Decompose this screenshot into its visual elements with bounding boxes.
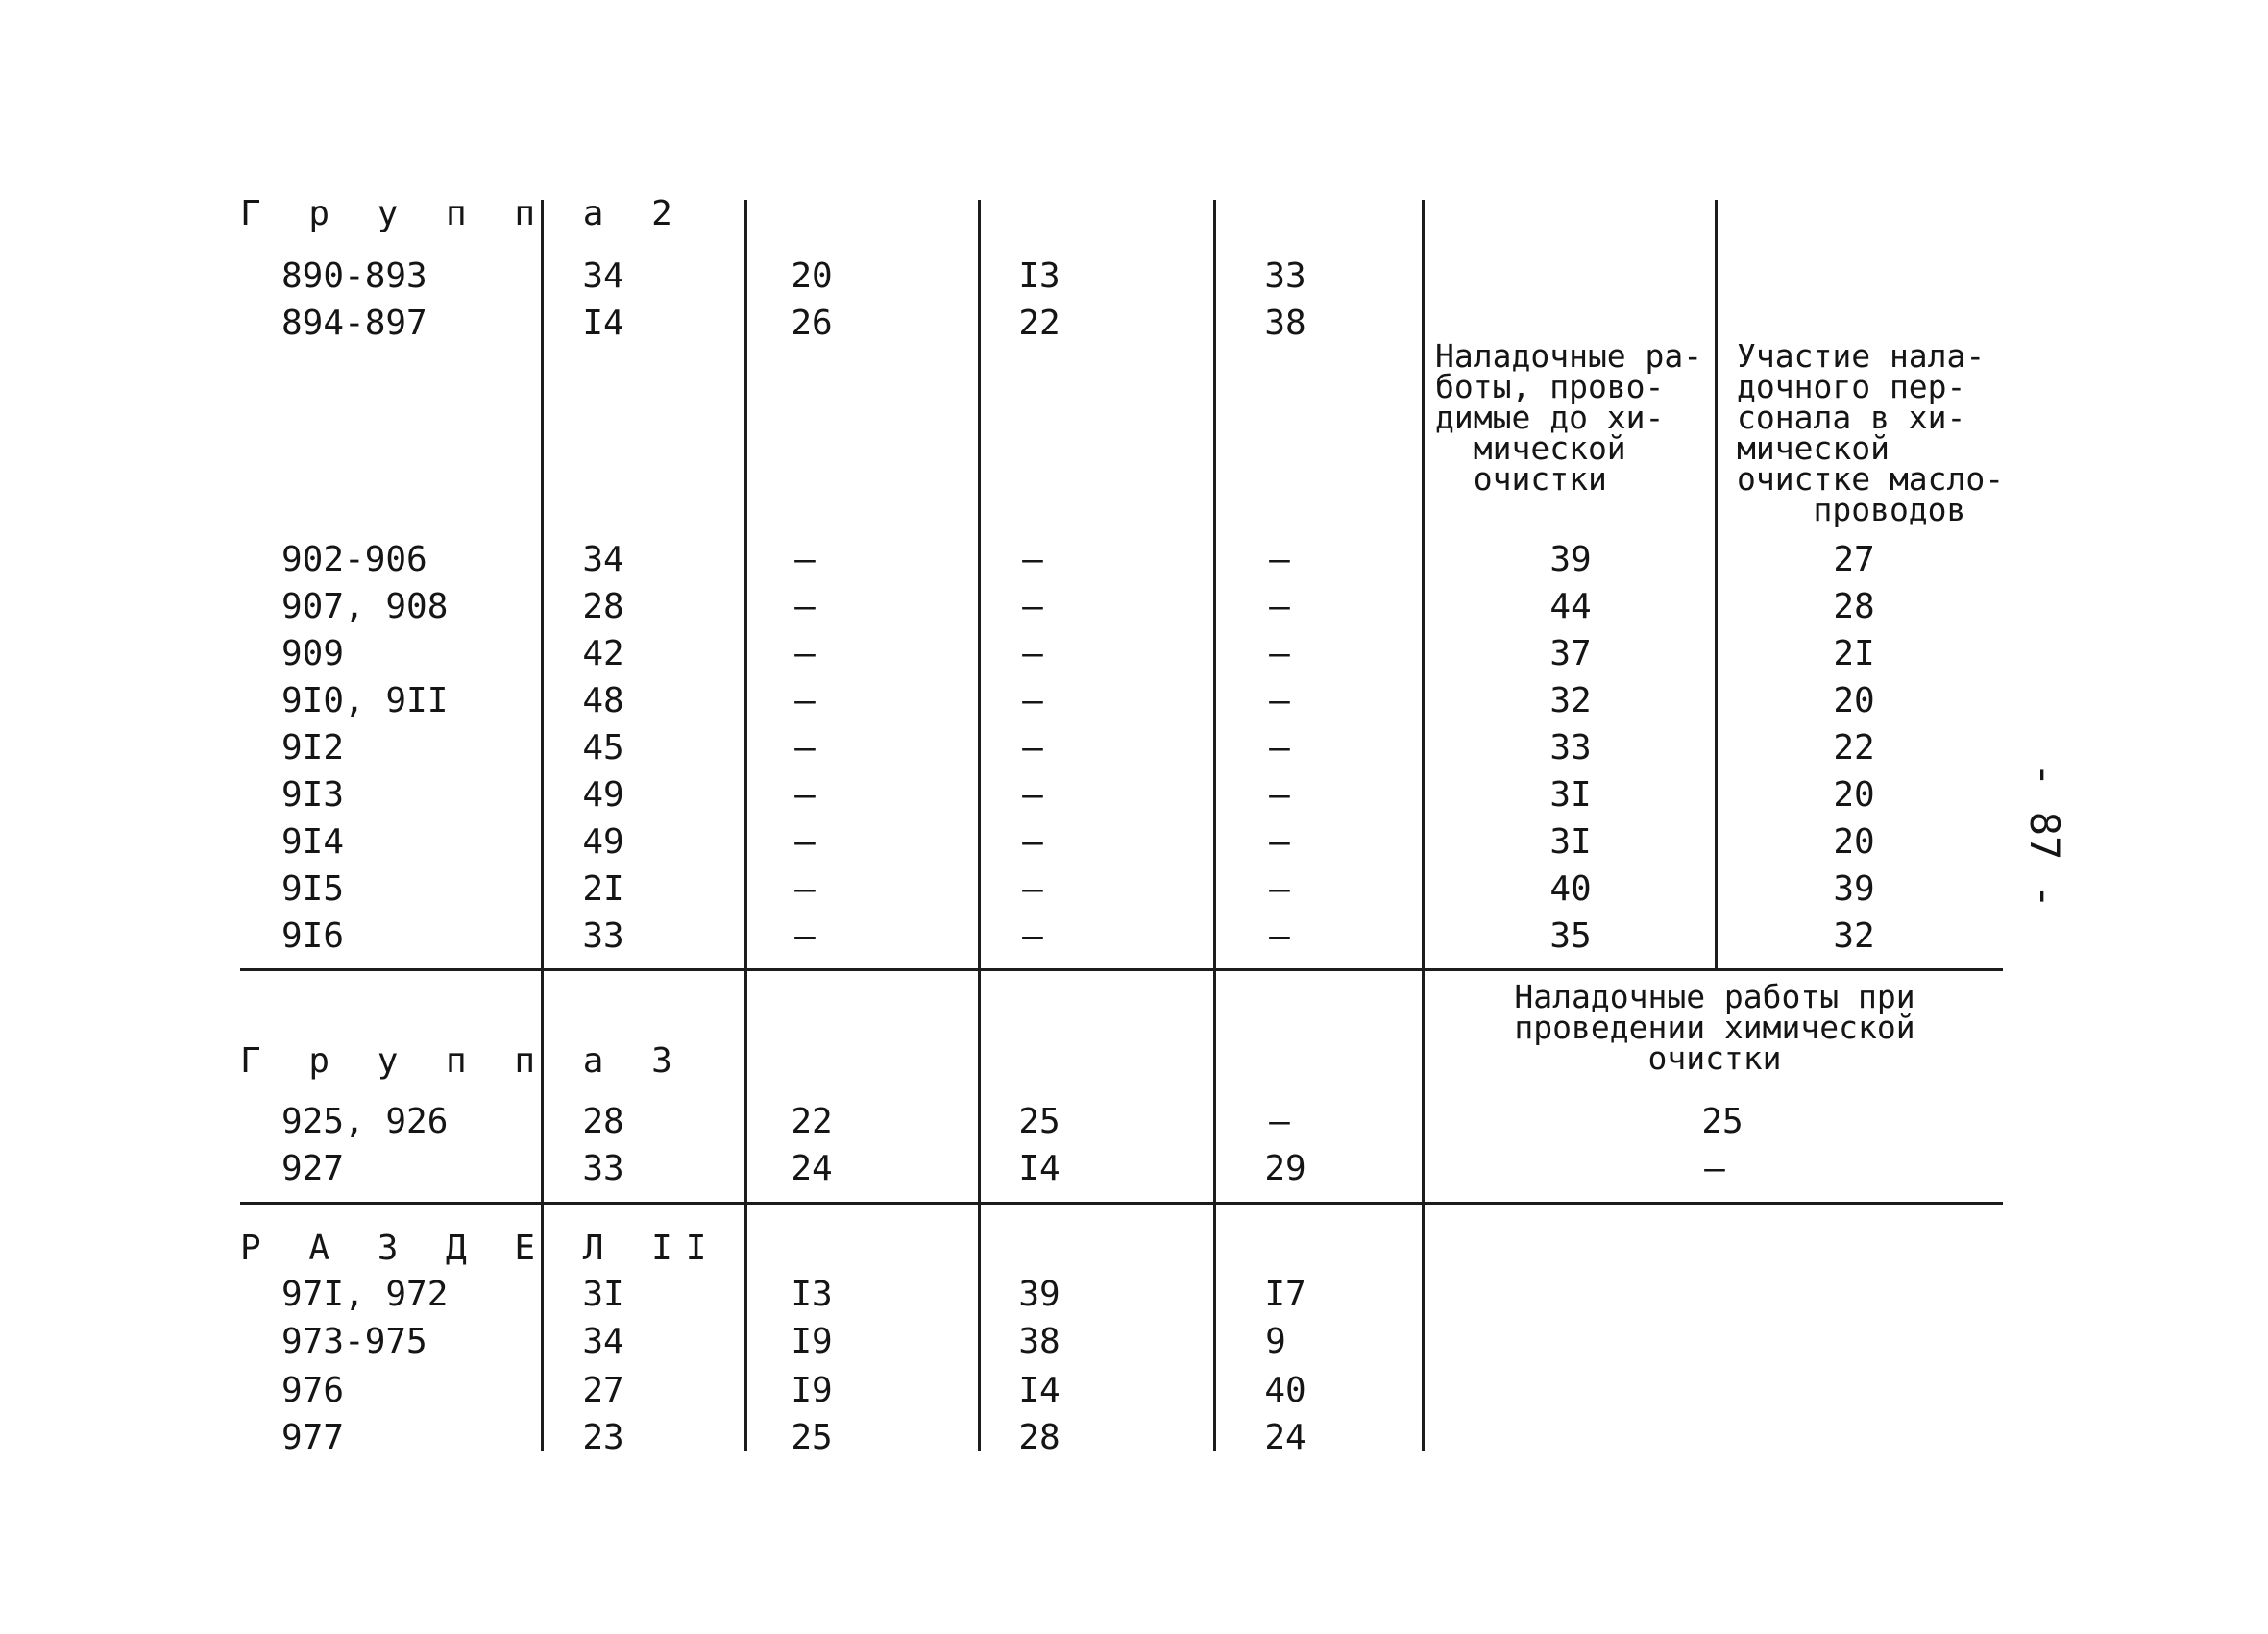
row-code: 973-975 [281,1322,427,1361]
cell-value: 2I [1833,634,1875,673]
cell-value: – [1269,822,1290,862]
cell-value: – [1022,634,1043,673]
column-divider [1715,200,1718,970]
group-title: Г р у п п а 2 [240,194,686,233]
column-header-preliminary-works: Наладочные ра- боты, прово- димые до хи- мической очистки [1435,337,1703,498]
cell-value: – [1704,1149,1725,1188]
cell-value: 39 [1018,1275,1061,1314]
cell-value: 35 [1549,916,1592,956]
cell-value: 28 [582,587,624,626]
cell-value: 26 [791,304,833,343]
cell-value: 44 [1549,587,1592,626]
cell-value: 34 [582,256,624,296]
cell-value: – [1022,728,1043,768]
cell-value: 3I [582,1275,624,1314]
row-code: 9I5 [281,869,345,909]
column-header-chemical-cleaning-works: Наладочные работы при проведении химической очистки [1514,978,1915,1077]
cell-value: – [794,728,816,768]
cell-value: – [1269,587,1290,626]
cell-value: 33 [582,1149,624,1188]
cell-value: I9 [791,1371,833,1410]
cell-value: 27 [1833,540,1875,579]
cell-value: 25 [1018,1102,1061,1141]
cell-value: 9 [1265,1322,1286,1361]
cell-value: – [794,775,816,815]
cell-value: – [1269,634,1290,673]
cell-value: – [794,540,816,579]
cell-value: 24 [1264,1418,1306,1457]
column-divider [1213,200,1216,1451]
cell-value: 22 [1018,304,1061,343]
cell-value: 34 [582,540,624,579]
cell-value: 40 [1549,869,1592,909]
cell-value: 40 [1264,1371,1306,1410]
cell-value: 42 [582,634,624,673]
cell-value: I3 [791,1275,833,1314]
row-code: 890-893 [281,256,427,296]
column-divider [744,200,747,1451]
cell-value: – [794,587,816,626]
row-code: 894-897 [281,304,427,343]
cell-value: – [794,869,816,909]
row-code: 976 [281,1371,345,1410]
cell-value: – [1269,869,1290,909]
cell-value: 2I [582,869,624,909]
cell-value: 48 [582,681,624,720]
cell-value: – [1022,540,1043,579]
cell-value: 22 [791,1102,833,1141]
cell-value: 28 [582,1102,624,1141]
cell-value: 49 [582,822,624,862]
cell-value: 20 [1833,775,1875,815]
cell-value: – [794,916,816,956]
cell-value: – [794,822,816,862]
cell-value: 22 [1833,728,1875,768]
cell-value: 29 [1264,1149,1306,1188]
row-code: 902-906 [281,540,427,579]
section-divider [240,1202,2003,1205]
column-divider [1422,200,1425,1451]
cell-value: – [1269,681,1290,720]
row-code: 909 [281,634,345,673]
row-code: 9I0, 9II [281,681,449,720]
cell-value: 24 [791,1149,833,1188]
cell-value: – [1269,728,1290,768]
column-header-personnel-participation: Участие нала- дочного пер- сонала в хи- мической очистке масло- проводов [1737,337,2005,528]
cell-value: I4 [1018,1371,1061,1410]
cell-value: I3 [1018,256,1061,296]
row-code: 97I, 972 [281,1275,449,1314]
cell-value: 25 [791,1418,833,1457]
section-divider [240,968,2003,971]
cell-value: 28 [1833,587,1875,626]
cell-value: 20 [791,256,833,296]
cell-value: – [1269,540,1290,579]
cell-value: 32 [1833,916,1875,956]
row-code: 927 [281,1149,345,1188]
cell-value: 33 [1549,728,1592,768]
cell-value: 45 [582,728,624,768]
cell-value: 37 [1549,634,1592,673]
cell-value: – [1022,916,1043,956]
cell-value: 20 [1833,822,1875,862]
cell-value: 38 [1264,304,1306,343]
cell-value: – [794,681,816,720]
row-code: 9I2 [281,728,345,768]
cell-value: 23 [582,1418,624,1457]
cell-value: 25 [1701,1102,1744,1141]
group-title: Г р у п п а 3 [240,1041,686,1081]
row-code: 925, 926 [281,1102,449,1141]
row-code: 9I4 [281,822,345,862]
cell-value: – [1022,869,1043,909]
cell-value: – [1022,822,1043,862]
cell-value: 20 [1833,681,1875,720]
cell-value: I7 [1264,1275,1306,1314]
cell-value: 34 [582,1322,624,1361]
cell-value: 39 [1549,540,1592,579]
cell-value: 33 [1264,256,1306,296]
row-code: 977 [281,1418,345,1457]
row-code: 9I3 [281,775,345,815]
cell-value: 38 [1018,1322,1061,1361]
cell-value: – [1022,587,1043,626]
cell-value: – [1269,1102,1290,1141]
cell-value: – [1022,775,1043,815]
cell-value: 39 [1833,869,1875,909]
column-divider [978,200,981,1451]
cell-value: I4 [582,304,624,343]
cell-value: 27 [582,1371,624,1410]
cell-value: 28 [1018,1418,1061,1457]
cell-value: – [1269,916,1290,956]
row-code: 907, 908 [281,587,449,626]
row-code: 9I6 [281,916,345,956]
cell-value: 3I [1549,822,1592,862]
cell-value: – [1022,681,1043,720]
cell-value: I9 [791,1322,833,1361]
page-number: - 87 - [2021,763,2068,909]
cell-value: 49 [582,775,624,815]
cell-value: 32 [1549,681,1592,720]
cell-value: 3I [1549,775,1592,815]
cell-value: 33 [582,916,624,956]
cell-value: – [794,634,816,673]
cell-value: – [1269,775,1290,815]
section-title: Р А З Д Е Л II [240,1229,720,1268]
cell-value: I4 [1018,1149,1061,1188]
